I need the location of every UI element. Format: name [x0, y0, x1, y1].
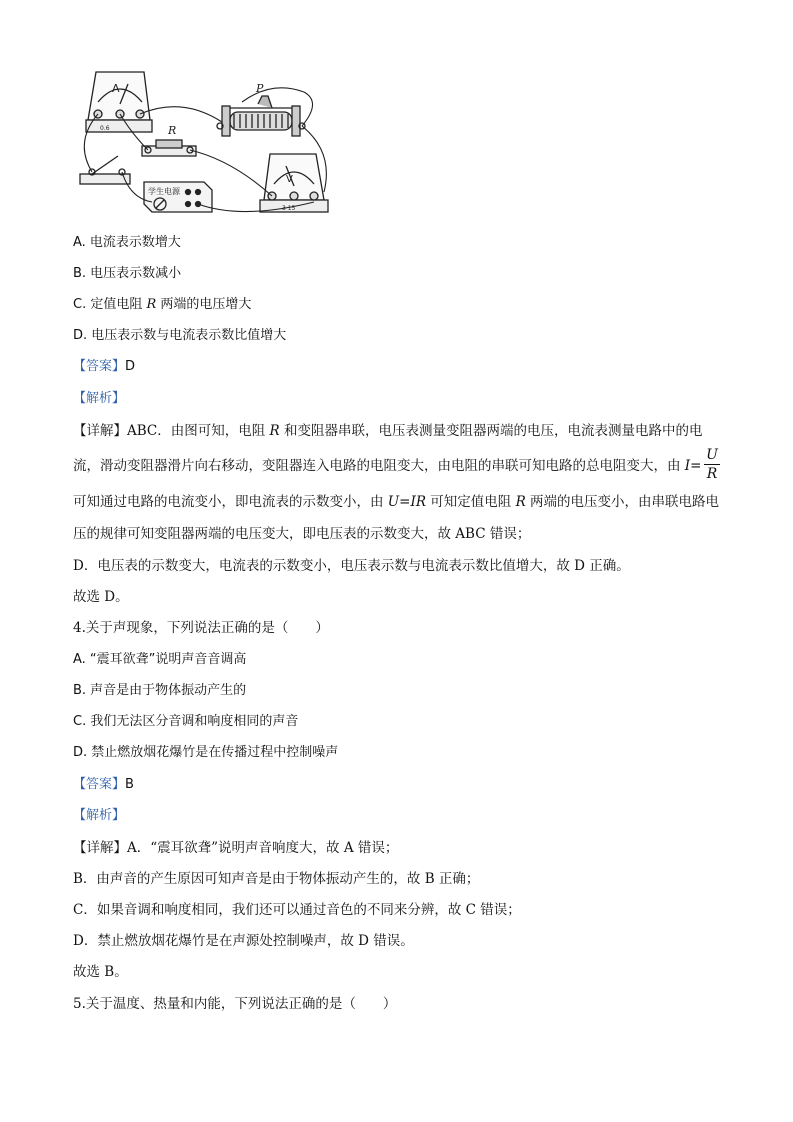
answer-tag: 【答案】: [73, 359, 126, 374]
q3-option-c: [73, 295, 251, 315]
ammeter: [86, 72, 152, 132]
answer-value: D: [125, 359, 136, 374]
resistor-label: R: [168, 124, 177, 137]
q4-option-a: A. “震耳欲聋”说明声音音调高: [73, 652, 247, 667]
q3-option-c-post: 两端的电压增大: [156, 297, 252, 312]
switch: [80, 156, 130, 184]
ammeter-letter: A: [112, 82, 120, 95]
q4-detail-line-4: D．禁止燃放烟花爆竹是在声源处控制噪声，故 D 错误。: [73, 933, 414, 949]
q3-detail-line-2: [73, 456, 701, 476]
detail-3a: 可知通过电路的电流变小，即电流表的示数变小，由: [73, 494, 388, 510]
rheostat: [217, 96, 305, 136]
slider-label: P: [256, 82, 264, 95]
detail-2-var: I: [684, 458, 691, 474]
q4-stem: 4.关于声现象，下列说法正确的是（ ）: [73, 620, 329, 636]
detail-2-eq: =: [690, 458, 702, 474]
q4-conclusion: 故选 B。: [73, 964, 128, 980]
detail-3b: 可知定值电阻: [425, 494, 516, 510]
q3-option-c-var: R: [146, 297, 157, 312]
detail-1-var: R: [269, 423, 280, 439]
q3-detail-line-3: [73, 492, 719, 512]
ammeter-range: 0.6: [100, 125, 110, 132]
q4-detail-line-3: C．如果音调和响度相同，我们还可以通过音色的不同来分辨，故 C 错误；: [73, 902, 521, 918]
q4-answer: [73, 775, 134, 795]
q5-stem: 5.关于温度、热量和内能，下列说法正确的是（ ）: [73, 996, 397, 1012]
fraction-denominator: R: [706, 466, 718, 482]
q3-option-d: D. 电压表示数与电流表示数比值增大: [73, 328, 287, 343]
q3-detail-line-4: 压的规律可知变阻器两端的电压变大，即电压表的示数变大，故 ABC 错误；: [73, 526, 531, 542]
q3-analysis-tag: 【解析】: [73, 391, 126, 406]
detail-3c: 两端的电压变小，由串联电路电: [525, 494, 720, 510]
q3-answer: [73, 357, 135, 377]
power-supply-label: 学生电源: [148, 187, 180, 196]
fraction-u-over-r: [703, 446, 721, 483]
detail-3-var: R: [515, 494, 526, 510]
voltmeter-range: 3 15: [282, 205, 296, 212]
answer-tag: 【答案】: [73, 777, 126, 792]
answer-value: B: [125, 777, 134, 792]
q4-option-c: C. 我们无法区分音调和响度相同的声音: [73, 714, 299, 729]
q3-option-c-pre: C. 定值电阻: [73, 297, 147, 312]
q4-analysis-tag: 【解析】: [73, 808, 126, 823]
fraction-numerator: U: [706, 447, 718, 463]
q3-detail-line-5: D．电压表的示数变大，电流表的示数变小，电压表示数与电流表示数比值增大，故 D 正确。: [73, 558, 630, 574]
q4-detail-line-2: B．由声音的产生原因可知声音是由于物体振动产生的，故 B 正确；: [73, 871, 480, 887]
q3-option-a: A. 电流表示数增大: [73, 235, 181, 250]
detail-1a: 【详解】ABC．由图可知，电阻: [73, 423, 270, 439]
q4-detail-line-1: 【详解】A．“震耳欲聋”说明声音响度大，故 A 错误；: [73, 840, 399, 856]
detail-3-formula: U=IR: [387, 494, 426, 510]
voltmeter: [260, 154, 328, 212]
circuit-diagram: [72, 62, 337, 227]
q4-option-b: B. 声音是由于物体振动产生的: [73, 683, 247, 698]
voltmeter-letter: V: [286, 174, 293, 185]
q3-option-b: B. 电压表示数减小: [73, 266, 182, 281]
q3-detail-line-1: [73, 421, 703, 441]
q3-conclusion: 故选 D。: [73, 589, 129, 605]
detail-2: 流，滑动变阻器滑片向右移动，变阻器连入电路的电阻变大，由电阻的串联可知电路的总电阻变大，由: [73, 458, 685, 474]
fixed-resistor: [142, 140, 196, 156]
detail-1b: 和变阻器串联，电压表测量变阻器两端的电压，电流表测量电路中的电: [279, 423, 703, 439]
q4-option-d: D. 禁止燃放烟花爆竹是在传播过程中控制噪声: [73, 745, 339, 760]
